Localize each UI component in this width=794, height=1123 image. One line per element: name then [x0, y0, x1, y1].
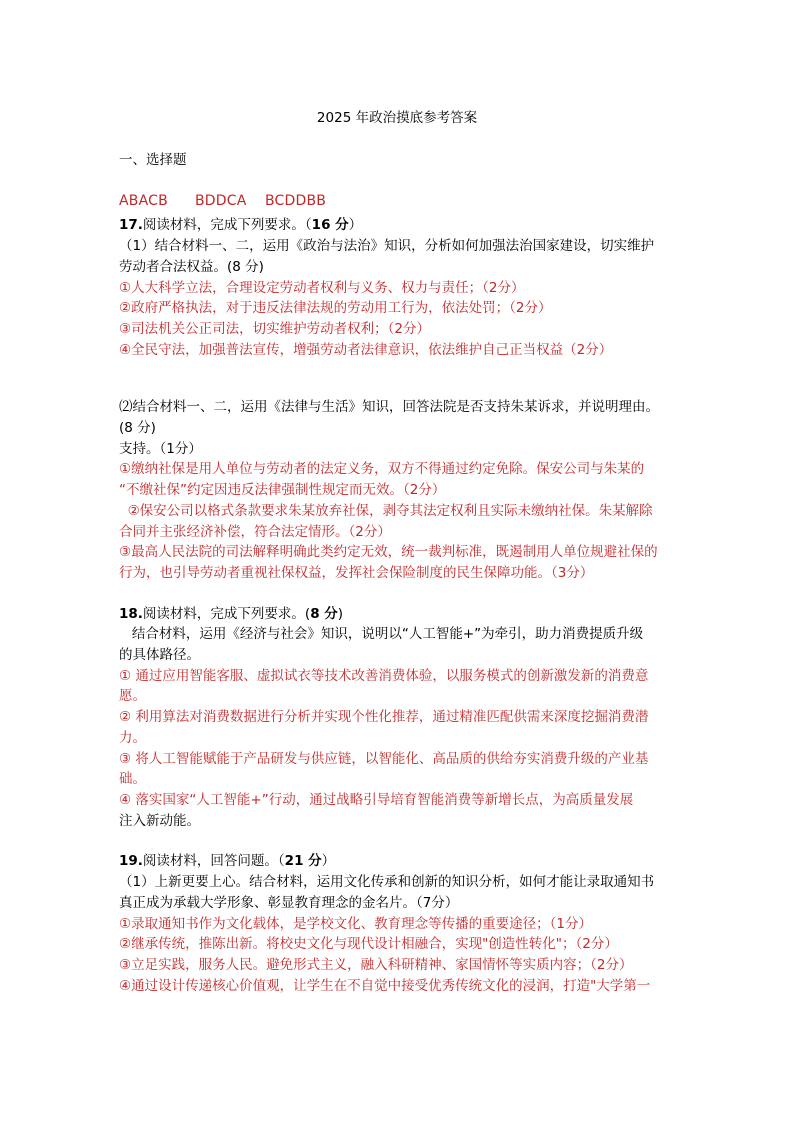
q17-part1-line: 劳动者合法权益。(8 分) — [119, 258, 264, 275]
q17-heading-close: ） — [348, 217, 363, 234]
q17-answer-line: ②保安公司以格式条款要求朱某放弃社保，剥夺其法定权利且实际未缴纳社保。朱某解除 — [119, 502, 653, 519]
q18-answer-line: ③ 将人工智能赋能于产品研发与供应链，以智能化、高品质的供给夯实消费升级的产业基 — [119, 750, 649, 767]
q18-heading — [119, 604, 687, 625]
q17-heading-text: 阅读材料，完成下列要求。（ — [142, 217, 312, 234]
q19-number: 19. — [119, 853, 143, 870]
q18-number: 18. — [119, 605, 143, 622]
q17-heading — [119, 215, 687, 236]
q19-score: 21 分 — [284, 853, 322, 870]
q19-part1-line: （1）上新更要上心。结合材料，运用文化传承和创新的知识分析，如何才能让录取通知书 — [119, 874, 655, 891]
answer-content — [119, 150, 687, 996]
q18-answer-line: 力。 — [119, 729, 146, 746]
q18-answer-line: ② 利用算法对消费数据进行分析并实现个性化推荐，通过精准匹配供需来深度挖掘消费潜 — [119, 709, 649, 726]
q19-answer-line: ②继承传统，推陈出新。将校史文化与现代设计相融合，实现"创造性转化"；（2分） — [119, 936, 618, 953]
q19-part1-line: 真正成为承载大学形象、彰显教育理念的金名片。（7分） — [119, 894, 459, 911]
q17-answer-line: 行为，也引导劳动者重视社保权益，发挥社会保险制度的民生保障功能。（3分） — [119, 564, 594, 581]
q17-answer-line: 合同并主张经济补偿，符合法定情形。（2分） — [119, 523, 391, 540]
q17-answer-line: ③司法机关公正司法，切实维护劳动者权利；（2分） — [119, 320, 430, 337]
q17-answer-line: ②政府严格执法，对于违反法律法规的劳动用工行为，依法处罚；（2分） — [119, 300, 552, 317]
q17-answer-line: “不缴社保”约定因违反法律强制性规定而无效。（2分） — [119, 482, 446, 499]
q18-heading-text: 阅读材料，完成下列要求。( — [142, 605, 311, 622]
q18-answer-line: ④ 落实国家“人工智能+”行动，通过战略引导培育智能消费等新增长点，为高质量发展 — [119, 791, 634, 808]
q17-part2-line: (8 分) — [119, 420, 156, 437]
q18-prompt-line: 结合材料，运用《经济与社会》知识，说明以“人工智能+”为牵引，助力消费提质升级 — [119, 626, 644, 643]
mc-answer-group-1: ABACB — [119, 192, 168, 209]
q18-answer-line: 注入新动能。 — [119, 812, 200, 829]
q18-answer-line: 础。 — [119, 771, 146, 788]
q17-score: 16 分 — [311, 217, 349, 234]
q17-part2-line: 支持。（1分） — [119, 440, 202, 457]
mc-answer-group-3: BCDDBB — [265, 192, 327, 209]
q19-answer-line: ④通过设计传递核心价值观，让学生在不自觉中接受优秀传统文化的浸润，打造"大学第一 — [119, 977, 651, 994]
q18-answer-line: ① 通过应用智能客服、虚拟试衣等技术改善消费体验，以服务模式的创新激发新的消费意 — [119, 667, 649, 684]
q19-answer-line: ③立足实践，服务人民。避免形式主义，融入科研精神、家国情怀等实质内容；（2分） — [119, 956, 633, 973]
q18-prompt-line: 的具体路径。 — [119, 647, 200, 664]
q17-part1-line: （1）结合材料一、二，运用《政治与法治》知识，分析如何加强法治国家建设，切实维护 — [119, 238, 655, 255]
q17-answer-line: ①缴纳社保是用人单位与劳动者的法定义务，双方不得通过约定免除。保安公司与朱某的 — [119, 461, 645, 478]
section-heading: 一、选择题 — [119, 152, 187, 168]
q17-answer-line: ④全民守法，加强普法宣传，增强劳动者法律意识，依法维护自己正当权益（2分） — [119, 341, 613, 358]
page-title: 2025 年政治摸底参考答案 — [316, 110, 478, 126]
q18-heading-close: ) — [337, 605, 344, 622]
q17-answer-line: ①人大科学立法，合理设定劳动者权利与义务、权力与责任；（2分） — [119, 279, 525, 296]
q18-score: 8 分 — [310, 605, 338, 622]
q19-answer-line: ①录取通知书作为文化载体，是学校文化、教育理念等传播的重要途径；（1分） — [119, 915, 592, 932]
q17-number: 17. — [119, 217, 143, 234]
q19-heading-text: 阅读材料，回答问题。（ — [142, 853, 285, 870]
q17-part2-line: ⑵结合材料一、二，运用《法律与生活》知识，回答法院是否支持朱某诉求，并说明理由。 — [119, 399, 659, 416]
q19-heading — [119, 851, 687, 872]
mc-answer-group-2: BDDCA — [195, 192, 247, 209]
q18-answer-line: 愿。 — [119, 688, 146, 705]
q17-answer-line: ③最高人民法院的司法解释明确此类约定无效，统一裁判标准，既遏制用人单位规避社保的 — [119, 544, 658, 561]
mc-answers — [119, 191, 687, 212]
q19-heading-close: ） — [321, 853, 336, 870]
